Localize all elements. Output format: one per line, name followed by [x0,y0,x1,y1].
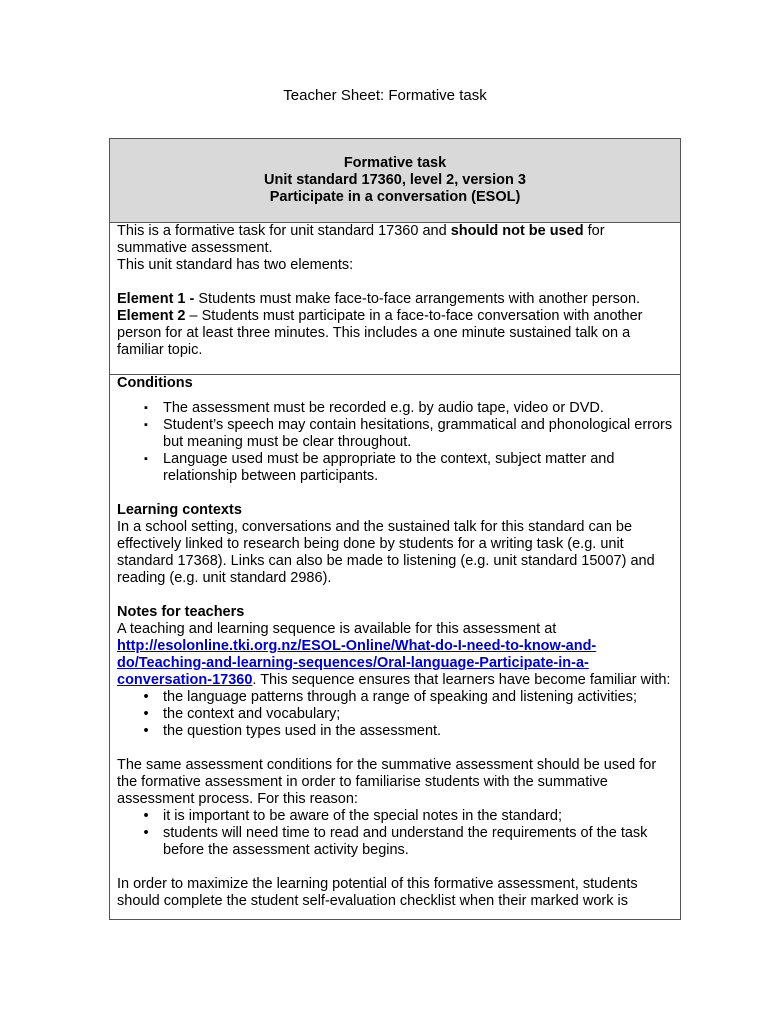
notes-text-end: . This sequence ensures that learners have become familiar with: [252,672,671,688]
table-header [110,139,680,223]
conditions-heading: Conditions [117,375,193,391]
conditions-list [117,400,673,485]
bullet-icon: • [143,706,149,722]
element-2-label: Element 2 [117,308,186,324]
notes-list-2 [117,808,673,859]
list-item [117,825,673,859]
elements-intro: This unit standard has two elements: [117,257,354,273]
list-item [117,706,673,723]
header-line-3: Participate in a conversation (ESOL) [269,189,521,205]
list-item [117,723,673,740]
element-2 [117,308,673,359]
notes-heading: Notes for teachers [117,604,245,620]
list-item-text: the context and vocabulary; [163,706,341,722]
list-item [117,689,673,706]
notes-paragraph-3: In order to maximize the learning potential of this formative assessment, students should complete the student self-evaluation checklist when their marked work is [117,876,638,909]
list-item-text: Language used must be appropriate to the context, subject matter and relationship between participants. [163,451,615,484]
intro-paragraph [117,223,673,257]
list-item [117,451,673,485]
intro-text: This is a formative task for unit standard 17360 and [117,223,451,239]
learning-contexts-heading: Learning contexts [117,502,242,518]
header-line-1: Formative task [343,155,447,171]
details-section [110,375,680,919]
list-item-text: it is important to be aware of the special notes in the standard; [163,808,562,824]
list-item-text: the language patterns through a range of speaking and listening activities; [163,689,637,705]
list-item-text: students will need time to read and understand the requirements of the task before the assessment activity begins. [163,825,648,858]
square-bullet-icon: ▪ [144,419,148,431]
bullet-icon: • [143,808,149,824]
element-1-text: Students must make face-to-face arrangements with another person. [194,291,641,307]
learning-contexts-text: In a school setting, conversations and the sustained talk for this standard can be effectively linked to research being done by students for a writing task (e.g. unit standard 17368). Links can also be made to listening (e.g. unit standard 15007) and reading (e.g. unit standard 2986). [117,519,655,586]
bullet-icon: • [143,689,149,705]
square-bullet-icon: ▪ [144,453,148,465]
list-item [117,808,673,825]
intro-text-end: for summative assessment. [117,223,605,256]
page-title: Teacher Sheet: Formative task [283,87,487,104]
element-1-label: Element 1 - [117,291,195,307]
intro-emphasis: should not be used [450,223,584,239]
notes-paragraph-1 [117,621,673,689]
header-line-2: Unit standard 17360, level 2, version 3 [264,172,526,188]
list-item [117,400,673,417]
task-table [109,138,681,920]
notes-list-1 [117,689,673,740]
esol-online-link[interactable]: http://esolonline.tki.org.nz/ESOL-Online/What-do-I-need-to-know-and-do/Teaching-and-learning-sequences/Oral-language-Participate-in-a-conversation-17360 [117,638,597,688]
notes-text: A teaching and learning sequence is available for this assessment at [117,621,557,637]
bullet-icon: • [143,825,149,841]
notes-paragraph-2: The same assessment conditions for the summative assessment should be used for the formative assessment in order to familiarise students with the summative assessment process. For this reason: [117,757,657,807]
intro-section [110,223,680,375]
list-item-text: Student’s speech may contain hesitations, grammatical and phonological errors but meaning must be clear throughout. [163,417,673,450]
list-item-text: the question types used in the assessment. [163,723,442,739]
element-1 [117,291,673,308]
square-bullet-icon: ▪ [144,402,148,414]
element-2-text: – Students must participate in a face-to-face conversation with another person for at least three minutes. This includes a one minute sustained talk on a familiar topic. [117,308,643,358]
list-item [117,417,673,451]
list-item-text: The assessment must be recorded e.g. by audio tape, video or DVD. [163,400,604,416]
bullet-icon: • [143,723,149,739]
